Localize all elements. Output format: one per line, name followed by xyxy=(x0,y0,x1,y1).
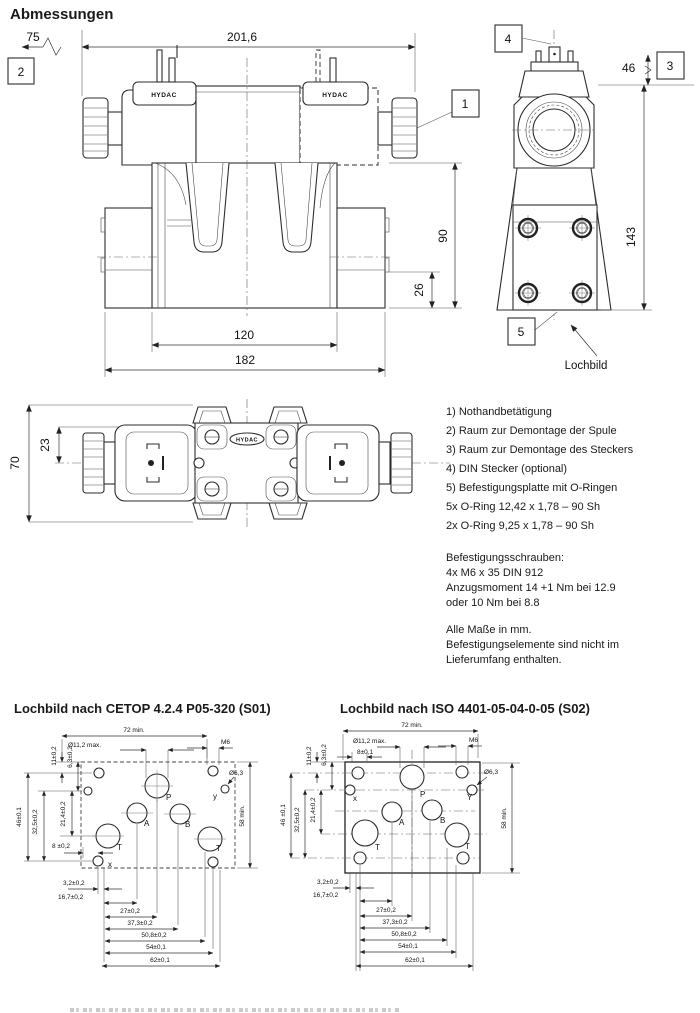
manual-override-knob-right xyxy=(392,98,417,158)
lochbild-pointer xyxy=(565,325,608,372)
iso-port-x: x xyxy=(353,794,357,803)
cetop-dim-27-label: 27±0,2 xyxy=(120,908,140,915)
iso-left-dims xyxy=(280,744,345,858)
brand-logo-right-coil: HYDAC xyxy=(322,92,348,99)
cetop-dim-46-label: 46±0,1 xyxy=(16,807,23,827)
cetop-dim-m6 xyxy=(187,739,233,765)
top-view-drawing xyxy=(0,395,460,560)
cetop-dim-6-3-label: 6,3±0,2 xyxy=(67,746,74,768)
dim-120 xyxy=(152,312,337,352)
cetop-port-x: x xyxy=(108,860,112,869)
cetop-bottom-dims xyxy=(58,880,220,966)
cetop-dim-50-8-label: 50,8±0,2 xyxy=(141,932,167,939)
front-and-end-view-drawing xyxy=(0,0,700,392)
callout-1-label: 1 xyxy=(461,97,469,111)
cetop-dim-hole-dia xyxy=(68,742,194,778)
dim-182 xyxy=(105,312,385,377)
brand-logo-left-coil: HYDAC xyxy=(151,92,177,99)
dim-70-label: 70 xyxy=(8,456,22,470)
iso-dim-hole-dia-label: Ø11,2 max. xyxy=(353,738,387,745)
iso-port-a: A xyxy=(399,818,405,827)
iso-port-b: B xyxy=(440,816,446,825)
callout-3-label: 3 xyxy=(666,59,674,73)
cetop-dim-72-label: 72 min. xyxy=(123,727,145,734)
cetop-dim-16-7-label: 16,7±0,2 xyxy=(58,894,84,901)
note-scope-1: Befestigungselemente sind nicht im xyxy=(446,639,620,651)
cetop-dim-32-5-label: 32,5±0,2 xyxy=(32,809,39,835)
iso-dim-11-label: 11±0,2 xyxy=(306,746,313,766)
end-view xyxy=(495,25,694,372)
note-screws-torque: Anzugsmoment 14 +1 Nm bei 12.9 xyxy=(446,582,616,594)
top-view-valve xyxy=(83,407,412,519)
cetop-dim-hole-dia-label: Ø11,2 max. xyxy=(68,742,102,749)
dim-182-label: 182 xyxy=(234,353,256,367)
iso-dim-58-label: 58 min. xyxy=(501,807,508,829)
cetop-port-t1: T xyxy=(117,843,122,852)
iso-dim-8-label: 8±0,1 xyxy=(357,749,374,756)
callout-2-label: 2 xyxy=(17,65,25,79)
note-4: 4) DIN Stecker (optional) xyxy=(446,463,568,475)
dim-26-label: 26 xyxy=(412,283,426,297)
cetop-dim-11-label: 11±0,2 xyxy=(51,746,58,766)
din-connector xyxy=(519,47,589,97)
note-scope-2: Lieferumfang enthalten. xyxy=(446,654,562,666)
iso-dim-46-label: 46 ±0,1 xyxy=(280,804,287,826)
iso-dim-27-label: 27±0,2 xyxy=(376,907,396,914)
cetop-dim-3-2-label: 3,2±0,2 xyxy=(63,880,85,887)
iso-dim-3-2-label: 3,2±0,2 xyxy=(317,879,339,886)
dim-26 xyxy=(389,272,440,308)
iso-dim-m6 xyxy=(438,737,482,765)
cetop-hole-pattern-drawing xyxy=(0,710,290,1010)
note-screws-type: 4x M6 x 35 DIN 912 xyxy=(446,567,544,579)
notes-block xyxy=(446,406,696,668)
note-screws-torque-2: oder 10 Nm bei 8.8 xyxy=(446,597,540,609)
iso-port-p: P xyxy=(420,790,426,799)
note-oring-1: 5x O-Ring 12,42 x 1,78 – 90 Sh xyxy=(446,501,601,513)
note-1: 1) Nothandbetätigung xyxy=(446,406,552,418)
iso-dim-32-5-label: 32,5±0,2 xyxy=(294,807,301,833)
note-3: 3) Raum zur Demontage des Steckers xyxy=(446,444,634,456)
solenoid-coil-right-dashed xyxy=(300,50,392,165)
iso-bottom-dims xyxy=(313,879,473,966)
iso-dim-16-7-label: 16,7±0,2 xyxy=(313,892,339,899)
cetop-holes xyxy=(84,766,229,867)
manual-override-knob-left xyxy=(83,98,122,158)
cetop-port-t2: T xyxy=(216,844,221,853)
cetop-port-p: P xyxy=(166,793,172,802)
callout-2 xyxy=(8,58,34,84)
dim-23-label: 23 xyxy=(38,438,52,452)
dim-90-label: 90 xyxy=(436,229,450,243)
footer-cutoff-text xyxy=(70,1008,400,1012)
iso-port-y: Y xyxy=(467,793,473,802)
iso-dim-8 xyxy=(337,749,382,762)
cetop-dim-21-4-label: 21,4±0,2 xyxy=(60,801,67,827)
iso-port-t1: T xyxy=(375,843,380,852)
cetop-port-a: A xyxy=(144,819,150,828)
solenoid-coil-left xyxy=(122,45,196,165)
callout-4 xyxy=(495,25,551,52)
iso-port-t2: T xyxy=(465,842,470,851)
iso-dim-50-8-label: 50,8±0,2 xyxy=(391,931,417,938)
iso-dim-72-label: 72 min. xyxy=(401,722,423,729)
cetop-port-y: y xyxy=(213,792,217,801)
note-screws-title: Befestigungsschrauben: xyxy=(446,552,565,564)
cetop-dim-pilot-dia-label: Ø6,3 xyxy=(229,770,244,777)
cetop-dim-37-3-label: 37,3±0,2 xyxy=(127,920,153,927)
iso-dim-54-label: 54±0,1 xyxy=(398,943,418,950)
cetop-dim-pilot-dia xyxy=(228,770,243,784)
cetop-dim-58 xyxy=(237,762,258,868)
cetop-dim-62-label: 62±0,1 xyxy=(150,957,170,964)
cetop-port-b: B xyxy=(185,820,191,829)
brand-logo-top-view: HYDAC xyxy=(235,437,259,444)
dim-120-label: 120 xyxy=(233,328,255,342)
iso-dim-pilot-dia-label: Ø6,3 xyxy=(484,769,499,776)
iso-dim-37-3-label: 37,3±0,2 xyxy=(382,919,408,926)
note-2: 2) Raum zur Demontage der Spule xyxy=(446,425,617,437)
callout-1 xyxy=(417,90,479,128)
iso-hole-pattern-drawing xyxy=(275,710,560,1010)
note-5: 5) Befestigungsplatte mit O-Ringen xyxy=(446,482,618,494)
callout-4-label: 4 xyxy=(504,32,512,46)
callout-5-label: 5 xyxy=(517,325,525,339)
cetop-dim-54-label: 54±0,1 xyxy=(146,944,166,951)
note-oring-2: 2x O-Ring 9,25 x 1,78 – 90 Sh xyxy=(446,520,594,532)
dim-143 xyxy=(601,85,652,310)
iso-dim-62-label: 62±0,1 xyxy=(405,957,425,964)
cetop-dim-58-label: 58 min. xyxy=(239,805,246,827)
valve-center-body xyxy=(196,86,300,165)
mounting-plate xyxy=(497,168,611,310)
coil-end-face xyxy=(512,94,596,168)
iso-holes xyxy=(345,765,477,864)
callout-3 xyxy=(657,52,684,79)
dim-143-label: 143 xyxy=(624,226,638,248)
iso-dim-m6-label: M6 xyxy=(469,737,479,744)
cetop-section-title: Lochbild nach CETOP 4.2.4 P05-320 (S01) xyxy=(14,701,271,716)
dim-75-label: 75 xyxy=(26,30,40,44)
dim-201-6-label: 201,6 xyxy=(226,30,258,44)
page-title: Abmessungen xyxy=(10,6,114,23)
dim-46-label: 46 xyxy=(622,61,636,75)
note-units: Alle Maße in mm. xyxy=(446,624,532,636)
lochbild-label: Lochbild xyxy=(564,360,608,372)
cetop-dim-8-label: 8 ±0,2 xyxy=(52,843,71,850)
iso-dim-6-3-label: 6,3±0,2 xyxy=(321,744,328,766)
iso-dim-21-4-label: 21,4±0,2 xyxy=(310,797,317,823)
iso-section-title: Lochbild nach ISO 4401-05-04-0-05 (S02) xyxy=(340,701,590,716)
cetop-dim-m6-label: M6 xyxy=(221,739,231,746)
callout-5 xyxy=(508,312,557,345)
iso-dim-58 xyxy=(482,763,520,873)
